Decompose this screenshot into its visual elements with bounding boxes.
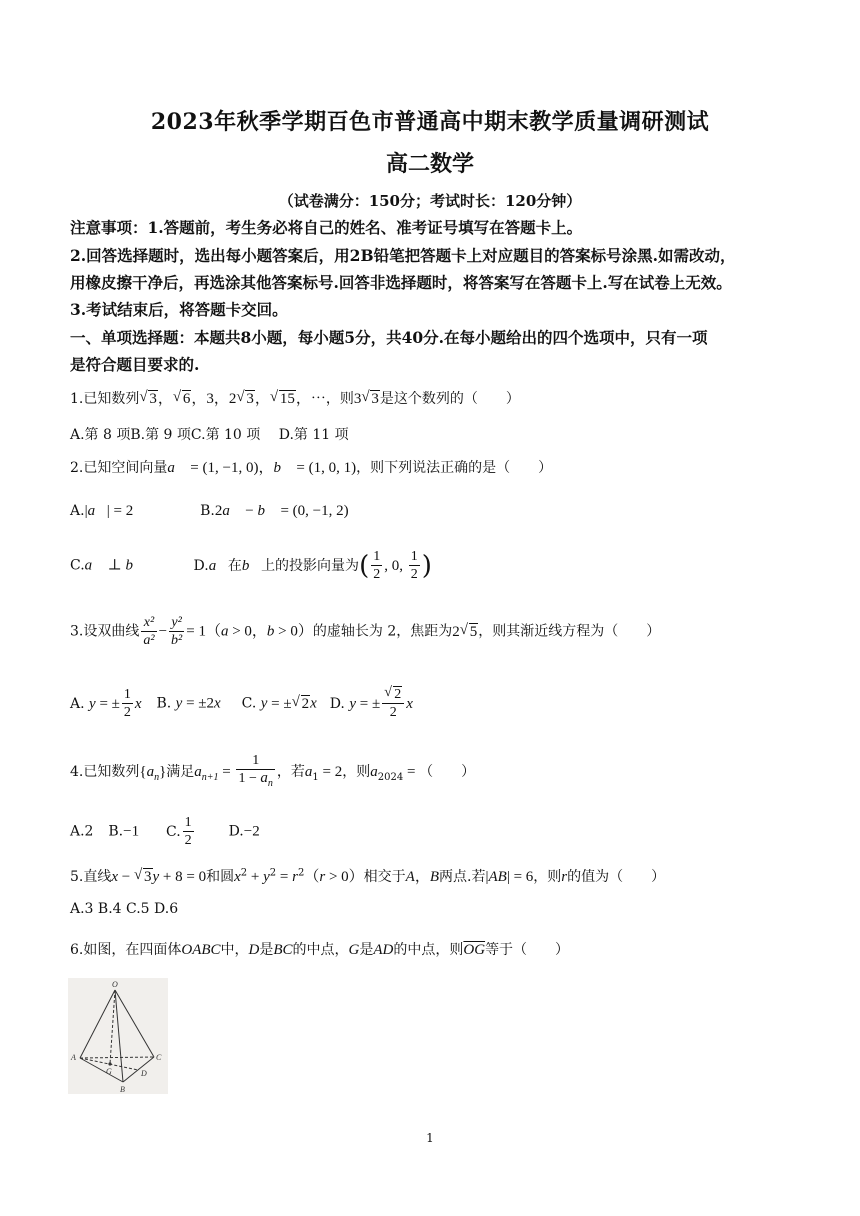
question-6: 6.如图，在四面体OABC中，D是BC的中点，G是AD的中点，则$\overline{OG}$等于（ ） <box>70 942 570 958</box>
exam-title: 2023年秋季学期百色市普通高中期末教学质量调研测试 <box>150 109 710 135</box>
q6-tail: 等于（ ） <box>485 942 570 958</box>
q3-tail: ，则其渐近线方程为（ ） <box>478 623 661 640</box>
q2-prefix: 2.已知空间向量 <box>70 460 168 476</box>
q3-option-c: C. y = ± √ 2x <box>242 696 317 712</box>
label-c: C <box>156 1053 162 1062</box>
label-d: D <box>141 1069 147 1078</box>
q2-options-ab <box>70 503 349 520</box>
section-heading-1: 一、单项选择题：本题共8小题，每小题5分，共40分.在每小题给出的四个选项中，只有一项 <box>70 328 708 347</box>
q5-options: A.3 B.4 C.5 D.6 <box>70 901 179 917</box>
edge-oc <box>115 990 154 1057</box>
page-number: 1 <box>426 1131 434 1145</box>
q4-option-a: A.2 <box>70 823 94 840</box>
q2-options-cd <box>70 548 432 583</box>
q3-prefix: 3.设双曲线 <box>70 623 140 640</box>
question-1: 1.已知数列 √ 3， √ 6，3，2 √ 3， √ 15，⋯，则3 √ 3是这个数列的（ ） <box>70 387 520 408</box>
exam-subject: 高二数学 <box>385 151 474 177</box>
notes-line-1: 注意事项：1.答题前，考生务必将自己的姓名、准考证号填写在答题卡上。 <box>70 218 583 237</box>
edge-ab <box>80 1058 123 1082</box>
label-a: A <box>71 1053 76 1062</box>
q4-tail: （ ） <box>419 764 476 780</box>
q4-prefix: 4.已知数列 <box>70 764 140 780</box>
q3-option-a: A. y = ± $\frac{1}{2}$ x <box>70 687 142 720</box>
question-3: 3.设双曲线 $\frac{\text{x²}}{\text{a²}}$ − $\frac{\text{y²}}{\text{b²}}$ = 1（a > 0，b > 0）的虚轴长为 2，焦距为2 √ 5，则其渐近线方程为（ ） <box>70 614 660 649</box>
q2-option-d: D.a⃗在b⃗上的投影向量为( $\frac{1}{2}$ , 0, $\frac{1}{2}$ ) <box>193 549 432 582</box>
edge-ac <box>80 1057 154 1058</box>
q3-options <box>70 686 413 721</box>
tetrahedron-svg <box>68 978 168 1094</box>
notes-line-2: 2.回答选择题时，选出每小题答案后，用2B铅笔把答题卡上对应题目的答案标号涂黑.如需改动， <box>70 246 736 265</box>
point-g <box>108 1062 111 1065</box>
label-g: G <box>106 1067 112 1076</box>
question-2: 2.已知空间向量a⃗ = (1, −1, 0)，b⃗ = (1, 0, 1)，则下列说法正确的是（ ） <box>70 460 553 476</box>
question-5: 5.直线x − √ 3y + 8 = 0和圆$x^2 + y^2 = r^2(r > 0)$相交于A，B两点.若|AB| = 6，则r的值为（ ） <box>70 865 665 886</box>
q5-tail: 的值为（ ） <box>567 869 666 885</box>
edge-ob <box>115 990 123 1082</box>
q4-option-d: D.−2 <box>228 823 260 840</box>
q1-tail: 是这个数列的（ ） <box>379 391 520 407</box>
q6-prefix: 6.如图，在四面体 <box>70 942 182 958</box>
q1-options: A.第 8 项B.第 9 项C.第 10 项 D.第 11 项 <box>70 427 349 443</box>
label-o: O <box>112 980 118 989</box>
q1-suffix: ，则 <box>325 391 354 407</box>
q1-prefix: 1.已知数列 <box>70 391 140 407</box>
exam-info: （试卷满分：150分；考试时长：120分钟） <box>278 192 582 210</box>
notes-line-3: 用橡皮擦干净后，再选涂其他答案标号.回答非选择题时，将答案写在答题卡上.写在试卷上无效。 <box>70 273 732 292</box>
label-b: B <box>120 1085 125 1094</box>
q4-options <box>70 814 260 849</box>
tetrahedron-figure <box>68 978 168 1094</box>
q2-option-b: B.2a⃗ − b⃗ = (0, −1, 2) <box>200 503 349 519</box>
edge-oa <box>80 990 115 1058</box>
notes-line-4: 3.考试结束后，将答题卡交回。 <box>70 300 288 319</box>
q3-option-d: D. y = ± √ $\frac{2}{2}$ x <box>330 696 413 712</box>
section-heading-2: 是符合题目要求的. <box>70 355 200 374</box>
q4-option-c: C. $\frac{1}{2}$ <box>166 815 192 848</box>
edge-bc <box>123 1057 154 1082</box>
q4-option-b: B.−1 <box>108 823 140 840</box>
q2-option-a: A.|a⃗| = 2 <box>70 503 134 519</box>
q2-tail: ，则下列说法正确的是（ ） <box>356 460 553 476</box>
q3-option-b: B. y = ±2x <box>156 695 221 712</box>
question-4: 4.已知数列$\{a_n\}$满足$a_{n+1}$ = $\frac{1}{1 - a_n}$ ，若$a_1 = 2$，则$a_{2024}$ = （ ） <box>70 753 476 789</box>
segment-og <box>110 990 115 1064</box>
q2-option-c: C.a⃗ ⊥ b⃗ <box>70 557 145 574</box>
q3-mid: 的虚轴长为 2，焦距为 <box>312 623 453 640</box>
q5-prefix: 5.直线 <box>70 869 112 885</box>
